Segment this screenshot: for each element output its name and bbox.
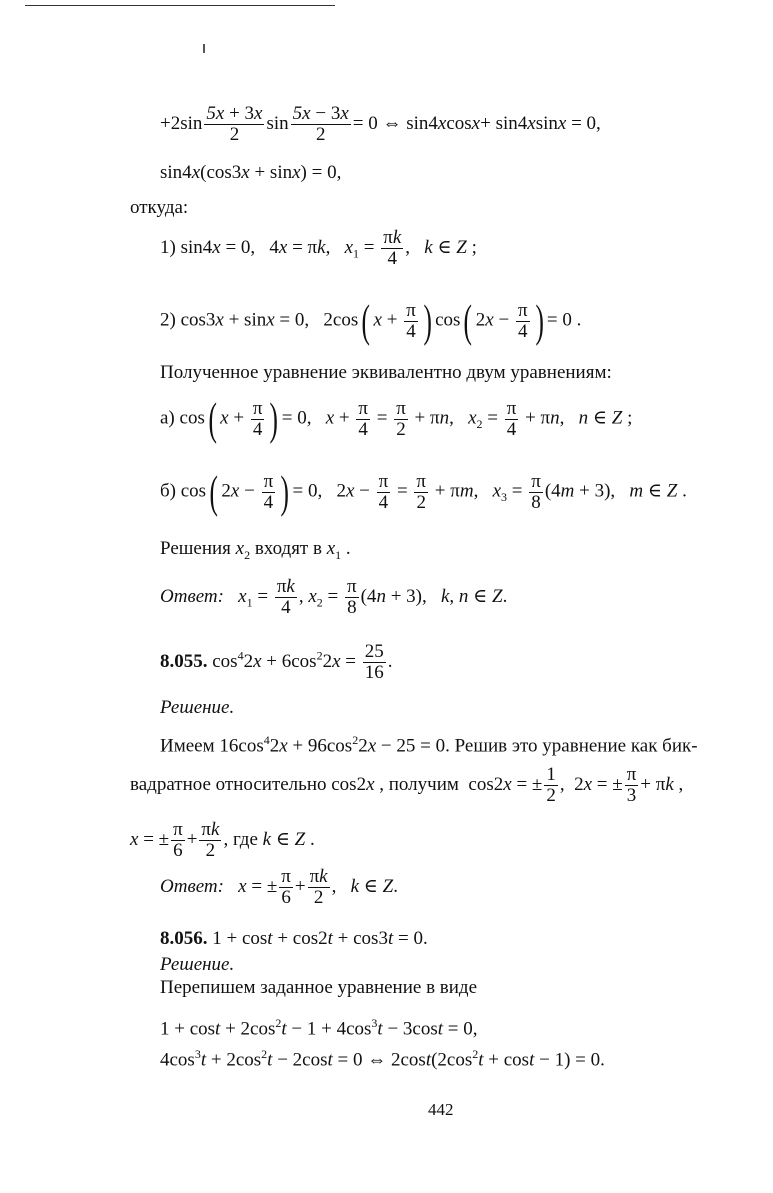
answer-2: Ответ: x = ± $\frac{\pi}{6}$ + $\frac{\pi k}{2}$ , k ∈ Z. [160, 866, 398, 908]
line-rewrite-2: $4\cos^3t + 2\cos^2t - 2\cos t = 0$ ⇔ $2\cos t(2\cos^2t + \cos t - 1) = 0$. [160, 1047, 605, 1071]
otkuda-text: откуда: [130, 197, 189, 218]
line-case-b: б) cos( 2x − $\frac{\pi}{4}$ ) = 0, 2x − $\frac{\pi}{4}$ = $\frac{\pi}{2}$ + πm, $x_3$ = $\frac{\pi}{8}$ (4m + 3), m ∈ Z . [160, 466, 687, 517]
line-rewrite-1: $1 + \cos t + 2\cos^2t - 1 + 4\cos^3t - 3\cos t = 0$, [160, 1016, 478, 1040]
line-case-1: 1) sin4x = 0, 4x = πk, $x_1$ = $\frac{\pi k}{4}$ , k ∈ Z ; [160, 227, 477, 269]
problem-8055: 8.055. $\cos^42x + 6\cos^22x$ = $\frac{25}{16}$ . [160, 641, 393, 683]
perepish-text: Перепишем заданное уравнение в виде [160, 977, 478, 998]
top-rule [25, 5, 335, 6]
line-x-solution: x = ± $\frac{\pi}{6}$ + $\frac{\pi k}{2}$ , где k ∈ Z . [130, 819, 315, 861]
solution-heading-1: Решение. [160, 697, 235, 718]
line-1: +2sin $\frac{5x + 3x}{2}$ sin $\frac{5x - 3x}{2}$ = 0 ⇔ sin4xcosx+ sin4xsinx = 0, [160, 103, 601, 145]
problem-8056: 8.056. 1 + cost + cos2t + cos3t = 0. [160, 928, 428, 949]
line-case-2: 2) cos3x + sinx = 0, 2cos( x + $\frac{\pi}{4}$ ) cos( 2x − $\frac{\pi}{4}$ ) = 0 . [160, 295, 582, 346]
scan-mark [203, 44, 205, 53]
poluch-text: Полученное уравнение эквивалентно двум уравнениям: [160, 362, 612, 383]
line-case-a: а) cos( x + $\frac{\pi}{4}$ ) = 0, x + $\frac{\pi}{4}$ = $\frac{\pi}{2}$ + πn, $x_2$ = $\frac{\pi}{4}$ + πn, n ∈ Z ; [160, 393, 633, 444]
page-number: 442 [428, 1100, 454, 1119]
line-solutions-note: Решения $x_2$ входят в $x_1$ . [160, 538, 351, 562]
line-2: sin4x(cos3x + sinx) = 0, [160, 162, 342, 183]
line-biquadratic: вадратное относительно cos2x , получим cos2x = ± $\frac{1}{2}$ , 2x = ± $\frac{\pi}{3}$ + πk , [130, 764, 684, 806]
solution-heading-2: Решение. [160, 954, 235, 975]
line-imeem: Имеем $16\cos^42x + 96\cos^22x - 25 = 0$. Решив это уравнение как бик- [160, 733, 698, 757]
answer-1: Ответ: $x_1$ = $\frac{\pi k}{4}$ , $x_2$ = $\frac{\pi}{8}$ (4n + 3), k, n ∈ Z. [160, 576, 508, 618]
